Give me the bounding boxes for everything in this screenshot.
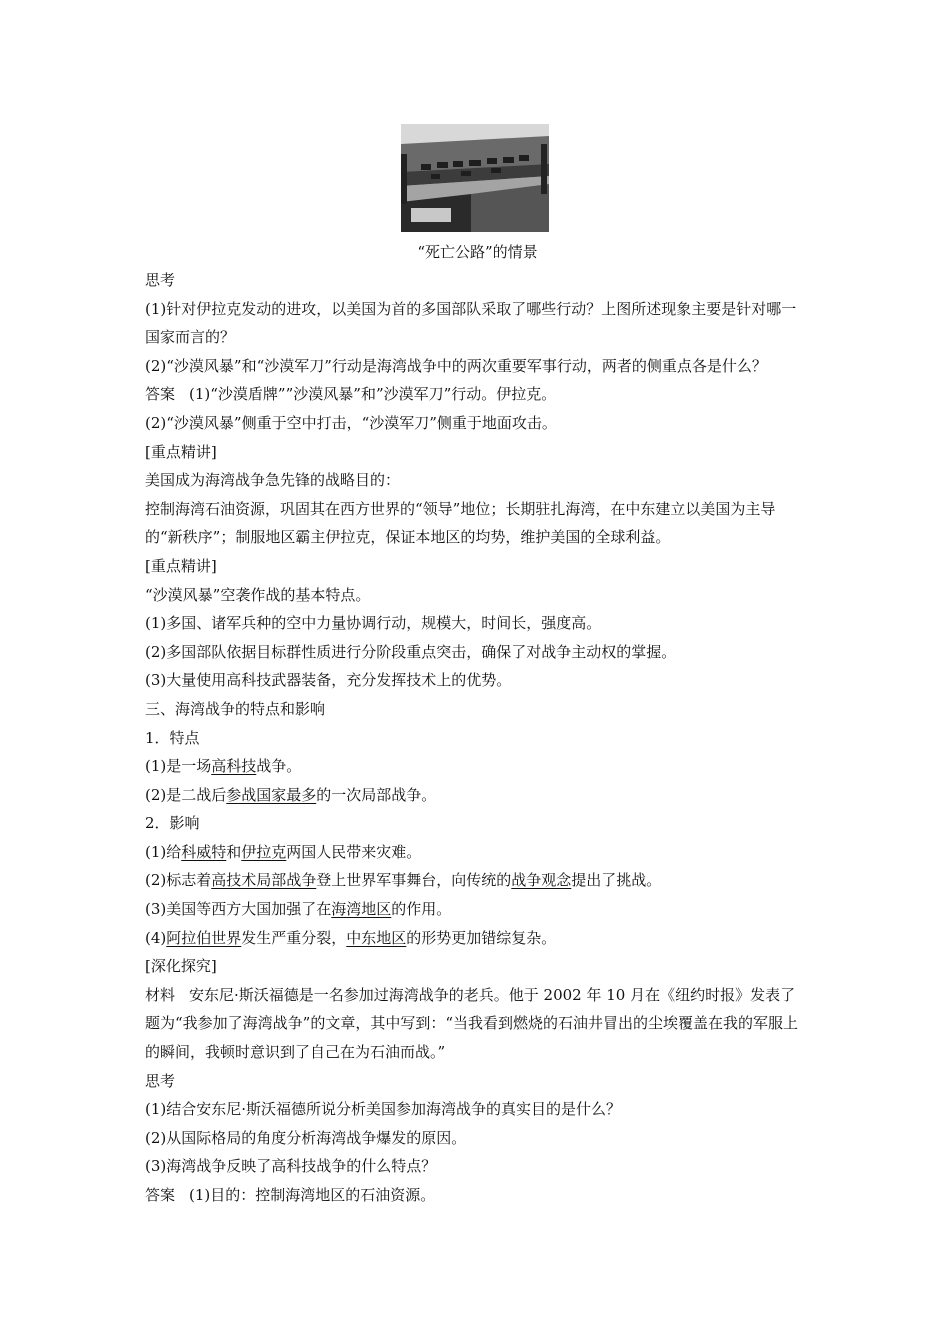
answer-1: (1)目的：控制海湾地区的石油资源。 xyxy=(189,1186,436,1204)
think-label: 思考 xyxy=(145,1071,176,1090)
question-2: (2)从国际格局的角度分析海湾战争爆发的原因。 xyxy=(145,1128,467,1147)
features-heading: 1．特点 xyxy=(145,728,200,747)
key-point-title: “沙漠风暴”空袭作战的基本特点。 xyxy=(145,585,371,604)
impact-3 xyxy=(145,895,810,924)
blank-answer: 伊拉克 xyxy=(241,842,287,861)
explore-label: [深化探究] xyxy=(145,957,217,976)
question-2: (2)“沙漠风暴”和“沙漠军刀”行动是海湾战争中的两次重要军事行动，两者的侧重点各是什么？ xyxy=(145,356,767,375)
text: (4) xyxy=(145,928,167,947)
impact-2 xyxy=(145,866,810,895)
feature-1 xyxy=(145,752,810,781)
blank-answer: 高科技 xyxy=(211,757,257,776)
list-item: (1)多国、诸军兵种的空中力量协调行动，规模大，时间长，强度高。 xyxy=(145,614,602,633)
text: 和 xyxy=(226,842,242,861)
text: 的作用。 xyxy=(391,900,452,919)
death-highway-photo xyxy=(401,124,549,232)
material-paragraph xyxy=(145,981,810,1067)
impact-1 xyxy=(145,838,810,867)
answer-label: 答案 xyxy=(145,1186,176,1204)
blank-answer: 参战国家最多 xyxy=(226,785,317,804)
impact-4 xyxy=(145,924,810,953)
question-1: (1)结合安东尼·斯沃福德所说分析美国参加海湾战争的真实目的是什么？ xyxy=(145,1100,622,1119)
text: 的形势更加错综复杂。 xyxy=(406,928,557,947)
material-label: 材料 xyxy=(145,985,176,1004)
text: 提出了挑战。 xyxy=(571,871,662,890)
question-3: (3)海湾战争反映了高科技战争的什么特点？ xyxy=(145,1157,437,1176)
question-1: (1)针对伊拉克发动的进攻，以美国为首的多国部队采取了哪些行动？上图所述现象主要是针对哪一国家而言的？ xyxy=(145,299,797,347)
key-point-text: 控制海湾石油资源，巩固其在西方世界的“领导”地位；长期驻扎海湾，在中东建立以美国为主导的“新秩序”；制服地区霸主伊拉克，保证本地区的均势，维护美国的全球利益。 xyxy=(145,499,776,547)
key-point-label: [重点精讲] xyxy=(145,556,217,575)
document-body xyxy=(145,266,810,1210)
photo-illustration xyxy=(401,124,549,232)
blank-answer: 战争观念 xyxy=(511,871,572,890)
key-point-label: [重点精讲] xyxy=(145,442,217,461)
text: 的一次局部战争。 xyxy=(316,785,437,804)
section-heading: 三、海湾战争的特点和影响 xyxy=(145,699,326,718)
text: (2)标志着 xyxy=(145,871,212,890)
answer-line-1 xyxy=(145,380,810,409)
blank-answer: 高技术局部战争 xyxy=(211,871,317,890)
feature-2 xyxy=(145,781,810,810)
list-item: (2)多国部队依据目标群性质进行分阶段重点突击，确保了对战争主动权的掌握。 xyxy=(145,642,677,661)
text: 发生严重分裂， xyxy=(241,928,347,947)
blank-answer: 中东地区 xyxy=(346,928,407,947)
blank-answer: 阿拉伯世界 xyxy=(166,928,242,947)
text: (1)给 xyxy=(145,842,182,861)
blank-answer: 科威特 xyxy=(181,842,227,861)
answer-line xyxy=(145,1181,810,1210)
answer-1: (1)“沙漠盾牌””沙漠风暴”和”沙漠军刀”行动。伊拉克。 xyxy=(189,385,557,404)
answer-label: 答案 xyxy=(145,385,176,404)
think-label: 思考 xyxy=(145,271,176,289)
answer-2: (2)“沙漠风暴”侧重于空中打击，“沙漠军刀”侧重于地面攻击。 xyxy=(145,413,557,432)
text: (1)是一场 xyxy=(145,757,212,776)
key-point-title: 美国成为海湾战争急先锋的战略目的： xyxy=(145,471,401,490)
text: (3)美国等西方大国加强了在 xyxy=(145,900,332,919)
text: 登上世界军事舞台，向传统的 xyxy=(316,871,512,890)
text: 战争。 xyxy=(256,757,302,776)
material-text: 安东尼·斯沃福德是一名参加过海湾战争的老兵。他于 2002 年 10 月在《纽约时报》发表了题为“我参加了海湾战争”的文章，其中写到：“当我看到燃烧的石油井冒出的尘埃覆盖在我的军服上的瞬间，我顿时意识到了自己在为石油而战。” xyxy=(145,985,799,1062)
blank-answer: 海湾地区 xyxy=(331,900,392,919)
text: (2)是二战后 xyxy=(145,785,227,804)
text: 两国人民带来灾难。 xyxy=(286,842,422,861)
list-item: (3)大量使用高科技武器装备，充分发挥技术上的优势。 xyxy=(145,671,512,690)
figure-caption: “死亡公路”的情景 xyxy=(417,243,538,261)
impact-heading: 2．影响 xyxy=(145,814,200,833)
